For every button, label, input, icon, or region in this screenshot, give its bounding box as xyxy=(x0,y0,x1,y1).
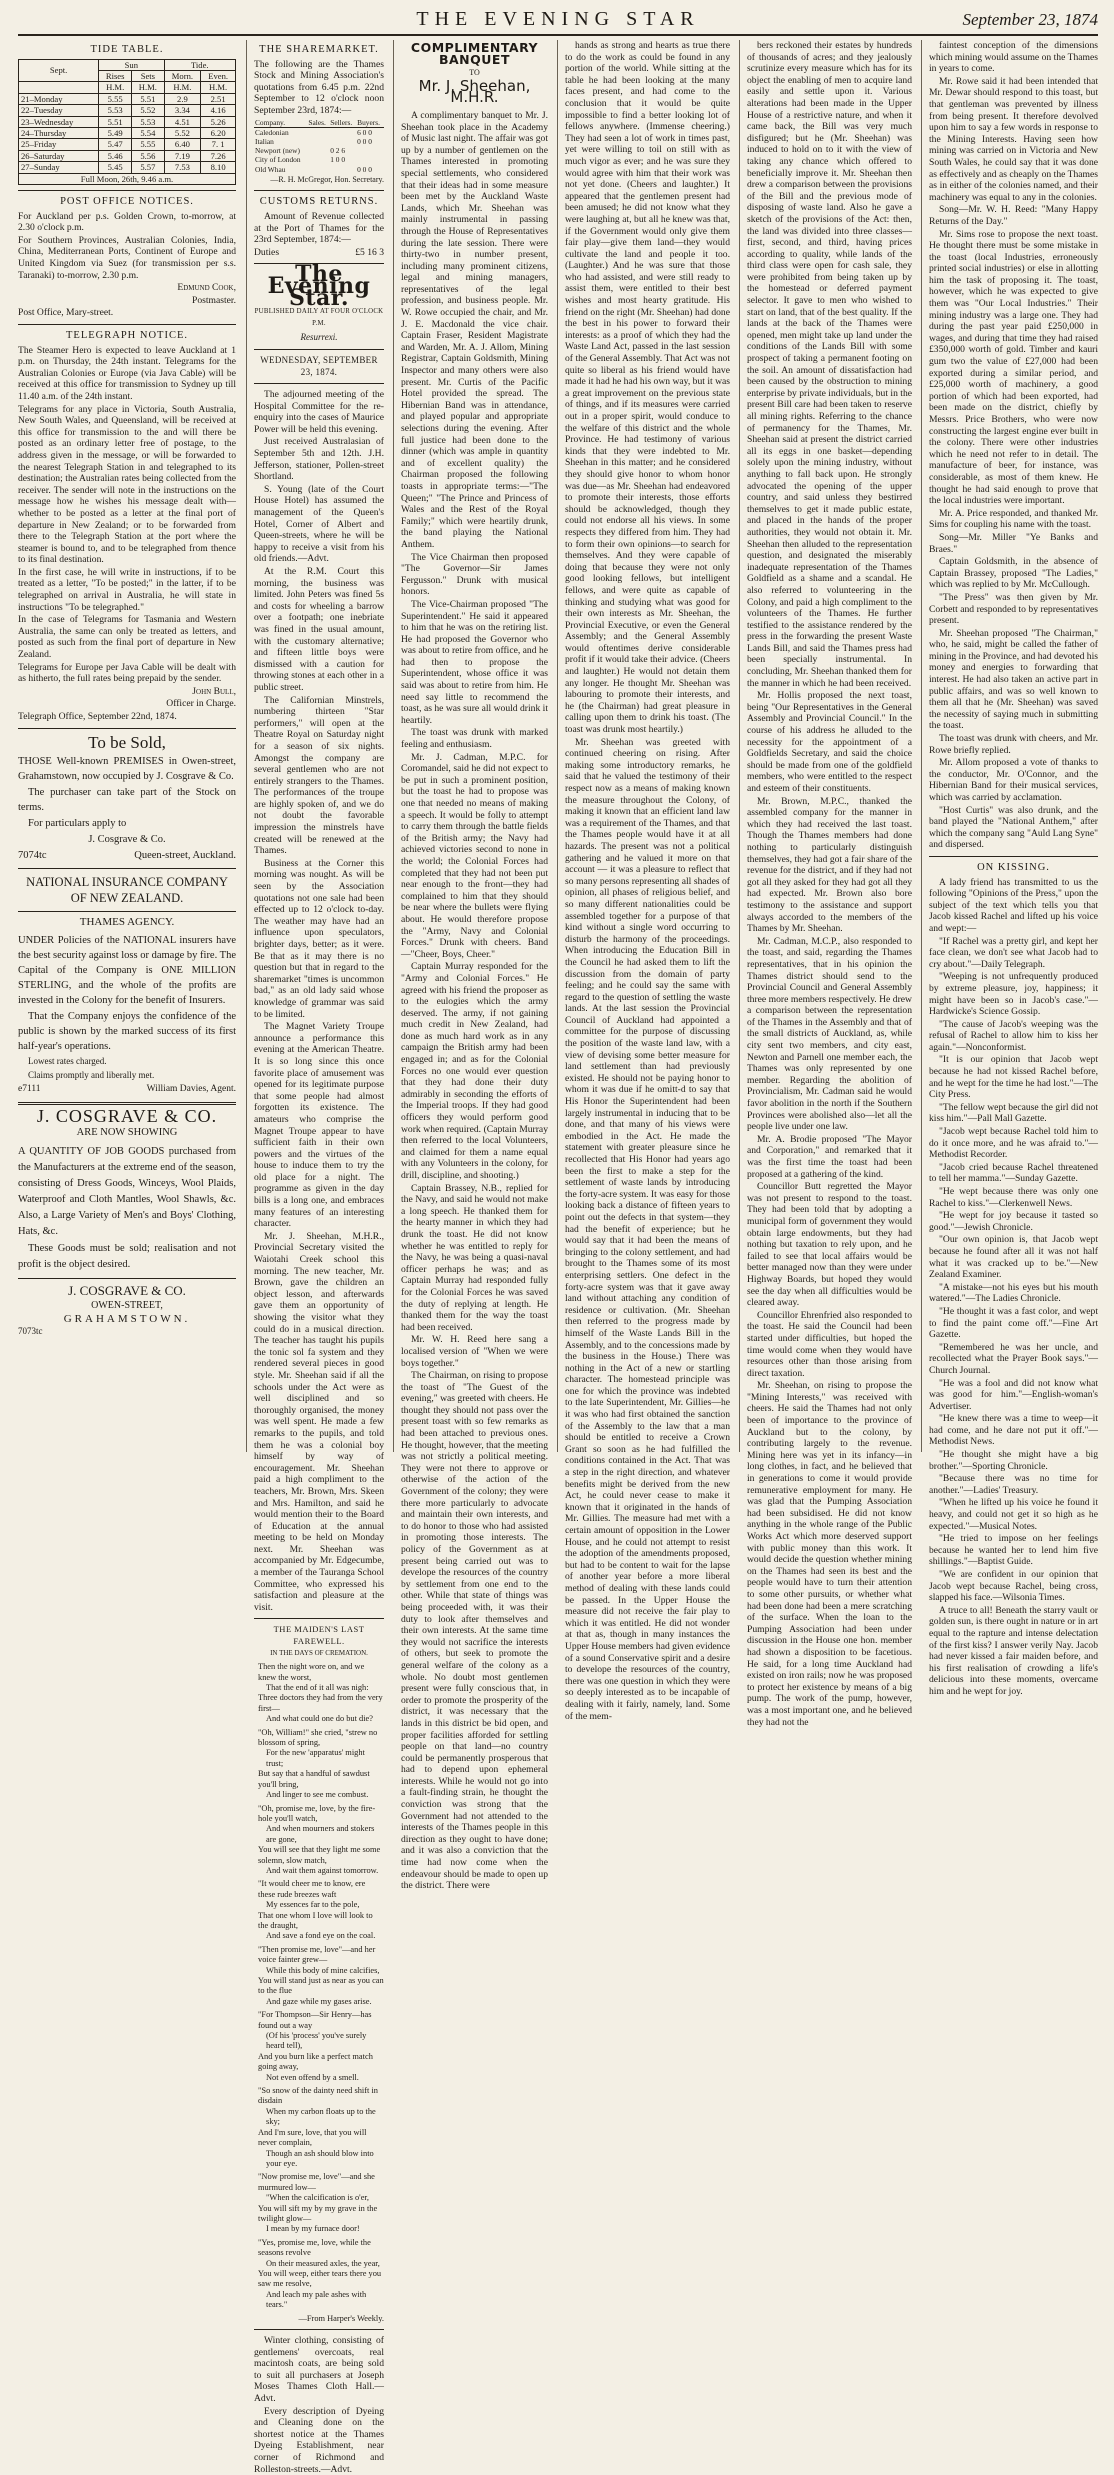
poem-line: Three doctors they had from the very first— xyxy=(258,1693,383,1713)
poem-line: And save a fond eye on the coal. xyxy=(266,1931,376,1941)
tide-cell: 5.55 xyxy=(99,93,132,104)
tide-cell: 8.10 xyxy=(201,162,236,173)
share-cell xyxy=(329,127,356,137)
tide-unit: H.M. xyxy=(201,82,236,93)
kissing-paragraph: "Our own opinion is, that Jacob wept because he found after all it was not half what it was cracked up to be."—New Zealand Examiner. xyxy=(929,1234,1098,1281)
tide-cell: 5.52 xyxy=(132,105,164,116)
post-notice: For Auckland per p.s. Golden Crown, to-morrow, at 2.30 o'clock p.m. xyxy=(18,210,236,234)
kissing-paragraph: "Weeping is not unfrequently produced by extreme pleasure, joy, happiness; it might have been so in Jacob's case."—Hardwicke's Science Gossip. xyxy=(929,971,1098,1018)
telegraph-officer-name: John Bull, xyxy=(192,685,236,697)
article-paragraph: Mr. Sheehan was greeted with continued cheering on rising. After making some introductory remarks, he said that he valued the testimony of their respect now as a means of making known the measure throughout the Colony, of making it known that an efficient land law was a requirement of the Thames, and that the Thames people would have it at all hazards. The present was not a political gathering and he valued it more on that account — it was a pleasure to reflect that so many persons representing all shades of opinion, all phases of religious belief, and so many different nationalities could be assembled together for a purpose of that kind without a single word occurring to disturb the harmony of the proceedings. When introducing the Education Bill in the Council he had asked them to lift the discussion from the domain of party feeling; and he could say the same with regard to the question of settling the waste lands. At the last session the Provincial Council of Auckland had appointed a committee for the purpose of discussing the position of the waste land law, with a view of devising some better measure for land settlement than had previously existed. He should not be paying honor to whom it was due if he omitt-d to say that His Honor the Superintendent had been largely instrumental in inducing that to be done, and that many of his views were embodied in the Act. He made the statement with greater pleasure since he recollected that His Honor had years ago been the first to make a step for the settlement of waste lands by introducing the forty-acre system. It was easy for those looking back a distance of fifteen years to point out the defects in that system—they had the benefit of experience; but he would say that it had been the means of bringing to the colony settlement, and had brought to the Thames some of its most enterprising settlers. One defect in the forty-acre system was that it gave away land without attaching any condition of residence or cultivation. (Mr. Sheehan then referred to the progress made by himself of the Waste Lands Bill in the Assembly, and to the concessions made by the business in the House.) There was nothing in the Act of a new or startling character. The homestead principle was one for which the province was indebted to the late Superintendent, Mr. Gillies—he it was who had first obtained the sanction of the Assembly to the law that a man should be entitled to receive a Crown Grant so soon as he had fulfilled the conditions contained in the Act. That was a step in the right direction, and whatever benefits might be derived from the new Act, he could never cease to make it known that it originated in the hands of Mr. Gillies. The measure had met with a certain amount of opposition in the Lower House, and he could not attempt to resist the adoption of the amendments proposed, but had to be content to wait for the lapse of another year before a more liberal method of dealing with these lands could be passed. In the Upper House the measure did not receive the fair play to which it was entitled. He did not wonder at that as, though in many instances the Upper House members had given evidence of a sound Conservative spirit and a desire to develope the resources of the country, there was one question in which they were so deeply interested as to be incapable of dealing with it fairly, namely, land. Some of the mem- xyxy=(565,736,730,1722)
tide-cell: 7. 1 xyxy=(201,139,236,150)
sold-ad-address: Queen-street, Auckland. xyxy=(134,850,236,862)
poem-line: Not even offend by a smell. xyxy=(266,2072,359,2082)
sold-ad-firm: J. Cosgrave & Co. xyxy=(88,834,166,846)
article-paragraph: The toast was drunk with marked feeling and enthusiasm. xyxy=(401,727,548,751)
postmaster-name: Edmund Cook, xyxy=(177,282,236,294)
tide-cell: 25–Friday xyxy=(19,139,99,150)
insurance-agent: William Davies, Agent. xyxy=(146,1083,236,1094)
poem-line: You will stand just as near as you can to the flue xyxy=(258,1976,384,1996)
article-paragraph: hands as strong and hearts as true there to do the work as could be found in any portion of the world. While sitting at the table he had been looking at the many faces present, and had come to the conclusion that it would be quite impossible to find a better looking lot of fellows anywhere. (Immense cheering.) They had seen a lot of work in times past, yet were willing to toil on still with as much vigor as ever; and he was sure they would agree with him that their work was not yet done. (Cheers and laughter.) It appeared that the gentlemen present had been amused; he did not know what they were laughing at, but all he knew was that, if the Government would only give them fair play—give them land—they would cultivate the land and people it too. (Laughter.) And he was sure that those who had assisted, and were still ready to assist them, were entitled to their best wishes and most hearty gratitude. His friend on the right (Mr. Sheehan) had done the best in his power to forward their interests: as a proof of which they had the Waste Land Act, passed in the last session of the General Assembly. That Act was not quite so liberal as his friend would have made it had he had his own way, but it was a great improvement on the previous state of things, and if its measures were carried out in a proper spirit, would conduce to the welfare of this district and the whole Province. He had testimony of various kinds that they were indebted to Mr. Sheehan in this matter; and he considered they should give honor to whom honor was due—as Mr. Sheehan had endeavored to promote their interests, those efforts should be acknowledged, though they could not endorse all his views. In some respects they differed from him. They had to form their own opinions—to search for themselves. And they were capable of doing that because they were not only good looking fellows, but intelligent fellows, and were quite as capable of thinking and studying what was good for their own interests as Mr. Sheehan, the Provincial Executive, or even the General Assembly; and the General Assembly would oftentimes derive considerable profit if it would take their advice. (Cheers and laughter.) He would not detain them any longer. He thought Mr. Sheehan was labouring to promote their interests, and he (the Chairman) had great pleasure in calling upon them to drink his toast. (The toast was drunk most heartily.) xyxy=(565,40,730,736)
tide-cell: 7.19 xyxy=(164,150,201,161)
kissing-paragraph: "He wept because there was only one Rachel to kiss."—Clerkenwell News. xyxy=(929,1186,1098,1209)
article-paragraph: Captain Murray responded for the "Army and Colonial Forces." He agreed with his friend the proposer as to the eulogies which the army deserved. The army, if not gaining much credit in New Zealand, had done as much hard work as in any campaign the British army had been engaged in; and as for the Colonial Forces no one would ever question that they had done their duty admirably in seconding the efforts of the Imperial troops. If they had good officers they would perform good work when required. (Captain Murray then referred to the local Volunteers, and claimed for them a name equal with any Volunteers in the colony, for drill, discipline, and shooting.) xyxy=(401,961,548,1181)
poem-line: You will sift my by my grave in the twilight glow— xyxy=(258,2203,378,2223)
share-cell: 6 0 0 xyxy=(357,127,372,137)
kissing-paragraph: "Jacob cried because Rachel threatened to tell her mamma."—Sunday Gazette. xyxy=(929,1161,1098,1185)
kissing-paragraph: "Remembered he was her uncle, and recollected what the Prayer Book says."—Church Journal. xyxy=(929,1341,1098,1376)
share-cell xyxy=(307,155,329,164)
tide-cell: 4.16 xyxy=(201,105,236,116)
article-paragraph: Mr. A. Brodie proposed "The Mayor and Corporation," and remarked that it was the first time the toast had been proposed at a gathering of the kind. xyxy=(747,1133,912,1180)
tide-row xyxy=(19,162,236,173)
banquet-title: COMPLIMENTARY BANQUET xyxy=(410,40,539,67)
insurance-text: That the Company enjoys the confidence of the public is shown by the marked success of its first half-year's operations. xyxy=(18,1010,236,1052)
poem-line: "When the calcification is o'er, xyxy=(266,2193,369,2203)
tide-row xyxy=(19,128,236,139)
kissing-paragraph: "We are confident in our opinion that Jacob wept because Rachel, being cross, slapped his face.—Wilsonia Times. xyxy=(929,1569,1098,1604)
poem-line: My essences far to the pole, xyxy=(266,1900,360,1910)
tide-unit: H.M. xyxy=(99,82,132,93)
page-date: September 23, 1874 xyxy=(962,10,1098,29)
sold-ad-text: THOSE Well-known PREMISES in Owen-street, Grahamstown, now occupied by J. Cosgrave & Co. xyxy=(18,756,236,783)
tide-unit: H.M. xyxy=(132,82,164,93)
insurance-agency: THAMES AGENCY. xyxy=(79,916,175,929)
insurance-footer xyxy=(18,1083,236,1096)
tide-table-title: TIDE TABLE. xyxy=(90,44,164,55)
paper-title: THE EVENING STAR xyxy=(416,8,700,30)
telegraph-notice: The Steamer Hero is expected to leave Auckland at 1 p.m. on Thursday, the 24th instant. Telegrams for the Australian Colonies or Europe (via Java Cable) will be received at this office for transmission to Sydney up till 11.40 a.m. of the 24th instant. xyxy=(18,344,236,402)
tide-cell: 6.40 xyxy=(164,139,201,150)
tide-cell: 4.51 xyxy=(164,116,201,127)
evening-star-masthead: The Evening Star. xyxy=(267,261,371,311)
tide-cell: 5.55 xyxy=(132,139,164,150)
kissing-paragraph: "It is our opinion that Jacob wept because he had not kissed Rachel before, and he wept for the time he had lost."—The City Press. xyxy=(929,1054,1098,1101)
masthead-motto: Resurrexi. xyxy=(300,332,338,343)
article-paragraph: Mr. Cadman, M.C.P., also responded to the toast, and said, regarding the Thames representatives, that in his opinion the Thames district should send to the Provincial Council and General Assembly three more members respectively. He drew a comparison between the representation of the Thames in the Assembly and that of the small districts of Auckland, as, while city sent two members, and city east, Newton and Parnell one member each, the Thames was only represented by one member. Regarding the abolition of Provincialism, Mr. Cadman said he would favor abolition in the north if the Southern Provinces were abolished also—let all the people live under one law. xyxy=(747,935,912,1133)
article-paragraph: The Vice Chairman then proposed "The Governor—Sir James Fergusson." Drunk with musical honors. xyxy=(401,551,548,598)
kissing-paragraph: "Because there was no time for another."—Ladies' Treasury. xyxy=(929,1473,1098,1496)
kissing-paragraph: "He tried to impose on her feelings because he wanted her to lend him five shillings."—Baptist Guide. xyxy=(929,1533,1098,1568)
kissing-article xyxy=(929,877,1098,1698)
banquet-to: TO xyxy=(469,68,480,78)
tide-cell: 5.51 xyxy=(99,116,132,127)
share-row xyxy=(254,127,384,137)
insurance-text: Lowest rates charged. xyxy=(28,1055,107,1066)
share-row xyxy=(254,155,384,164)
share-cell xyxy=(356,155,384,164)
article-paragraph: Mr. A. Price responded, and thanked Mr. Sims for coupling his name with the toast. xyxy=(929,507,1098,531)
post-office-place: Post Office, Mary-street. xyxy=(18,307,114,319)
share-cell xyxy=(307,137,329,146)
share-cell: Old Whau xyxy=(255,164,286,174)
tide-cell: 2.9 xyxy=(164,93,201,104)
post-office-title: POST OFFICE NOTICES. xyxy=(60,196,194,208)
kissing-title: ON KISSING. xyxy=(977,861,1050,873)
tide-head-month: Sept. xyxy=(19,59,99,82)
tide-cell: 6.20 xyxy=(201,128,236,139)
tide-cell: 5.52 xyxy=(164,128,201,139)
kissing-paragraph: A truce to all! Beneath the starry vault or golden sun, is there ought in nature or in art equal to the rapture and intense delectation of the first kiss? I answer verily Nay. Jacob had never kissed a fair maiden before, and his first realisation of crowding a life's delicious into these moments, overcame him and he wept for joy. xyxy=(929,1604,1098,1697)
kissing-paragraph: "He thought she might have a big brother."—Sporting Chronicle. xyxy=(929,1449,1098,1472)
tide-cell: 5.56 xyxy=(132,150,164,161)
poem-line: When my carbon floats up to the sky; xyxy=(266,2106,376,2127)
tide-cell: 5.53 xyxy=(132,116,164,127)
telegraph-place: Telegraph Office, September 22nd, 1874. xyxy=(18,711,177,722)
news-item: At the R.M. Court this morning, the business was limited. John Peters was fined 5s and costs for wheeling a barrow over a footpath; one inebriate was fined in the usual amount, with the customary alternative; and fifteen little boys were dismissed with a caution for throwing stones at each other in a public street. xyxy=(254,566,384,693)
cosgrave-title: J. COSGRAVE & CO. xyxy=(36,1105,218,1126)
customs-text: Amount of Revenue collected at the Port of Thames for the 23rd September, 1874:— xyxy=(254,210,384,246)
news-item: The Californian Minstrels, numbering thirteen "Star performers," will open at the Theatre Royal on Saturday night for a season of six nights. Amongst the company are several gentlemen who are not entirely strangers to the Thames. The performances of the troupe are highly spoken of, and we do not doubt the favorable impression the minstrels have created will be renewed at the Thames. xyxy=(254,694,384,857)
sharemarket-table xyxy=(254,118,384,174)
tide-cell: 7.53 xyxy=(164,162,201,173)
kissing-paragraph: "He thought it was a fast color, and wept to find the paint come off."—Fine Art Gazette. xyxy=(929,1305,1098,1341)
telegraph-notice: Telegrams for any place in Victoria, South Australia, New South Wales, and Queensland, will be received at this office for transmission to the and will there be posted as an ordinary letter free of postage, to the address given in the message, or will be forwarded to the nearest Telegraph Station in and telegraphed to its destination; the Australian rates being collected from the receiver. The sender will note in the instructions on the message how he wishes his message dealt with—whether to be posted as a letter at the final port of departure in New Zealand; or to be forwarded from there to the Telegraph Station at the port where the steamer is bound to, and to be telegraphed from thence to its final destination. xyxy=(18,403,236,566)
banquet-article-cont-2 xyxy=(747,40,912,1728)
share-cell: Italian xyxy=(255,136,274,146)
article-paragraph: "The Press" was then given by Mr. Corbett and responded to by representatives present. xyxy=(929,591,1098,627)
banquet-article-end xyxy=(929,40,1098,851)
share-cell xyxy=(307,146,329,155)
tide-cell: 3.34 xyxy=(164,105,201,116)
cosgrave-text: A QUANTITY OF JOB GOODS purchased from the Manufacturers at the extreme end of the season, consisting of Dress Goods, Winceys, Wool Plaids, Waterproof and Cloth Mantles, Wool Shawls, &c. Also, a Large Variety of Men's and Boys' Clothing, Hats, &c. xyxy=(18,1145,236,1237)
kissing-paragraph: "Jacob wept because Rachel told him to do it once more, and he was afraid to."—Methodist Recorder. xyxy=(929,1126,1098,1161)
poem-line: On their measured axles, the year, xyxy=(266,2258,380,2268)
postmaster-title: Postmaster. xyxy=(192,294,236,306)
poem-line: And wait them against tomorrow. xyxy=(266,1865,379,1875)
sold-ad-text: For particulars apply to xyxy=(28,818,127,830)
cosgrave-text: These Goods must be sold; realisation and not profit is the object desired. xyxy=(18,1242,236,1270)
insurance-title: NATIONAL INSURANCE COMPANY OF NEW ZEALAND. xyxy=(26,875,228,906)
share-head: Company. xyxy=(254,118,307,128)
share-cell xyxy=(307,127,329,137)
article-paragraph: Song—Mr. W. H. Reed: "Many Happy Returns of the Day." xyxy=(929,204,1098,227)
share-cell xyxy=(329,137,356,146)
tide-row xyxy=(19,150,236,161)
banquet-article xyxy=(401,110,548,1892)
tide-head-rises: Rises xyxy=(99,71,132,82)
kissing-paragraph: "A mistake—not his eyes but his mouth watered."—The Ladies Chronicle. xyxy=(929,1281,1098,1305)
tide-cell: 5.54 xyxy=(132,128,164,139)
tide-footer: Full Moon, 26th, 9.46 a.m. xyxy=(19,173,236,184)
tide-cell: 5.26 xyxy=(201,116,236,127)
poem-subtitle: IN THE DAYS OF CREMATION. xyxy=(270,1648,368,1657)
ad-item: Every description of Dyeing and Cleaning done on the shortest notice at the Thames Dyeing Establishment, near corner of Richmond and Rolleston-streets.—Advt. xyxy=(254,2405,384,2475)
poem-line: And leach my pale ashes with tears." xyxy=(266,2289,367,2310)
share-head: Sales. xyxy=(307,118,329,128)
tide-table xyxy=(18,59,236,185)
tide-cell: 2.51 xyxy=(201,93,236,104)
poem-line: And I'm sure, love, that you will never complain, xyxy=(258,2127,367,2148)
tide-cell: 27–Sunday xyxy=(19,162,99,173)
article-paragraph: Mr. Allom proposed a vote of thanks to the conductor, Mr. O'Connor, and the Hibernian Band for their musical services, which was carried by acclamation. xyxy=(929,757,1098,803)
tide-cell: 24–Thursday xyxy=(19,128,99,139)
article-paragraph: A complimentary banquet to Mr. J. Sheehan took place in the Academy of Music last night. The affair was got up by a number of gentlemen on the Thames interested in promoting special settlements, who considered that their ideas had in some measure been met by the Auckland Waste Lands, which Mr. Sheehan was mainly instrumental in passing through the House of Representatives during the late session. There were thirty-two in number present, including many prominent citizens, legal and mining managers, representatives of the legal profession, and business people. Mr. W. Rowe occupied the chair, and Mr. J. E. Macdonald the vice chair. Captain Fraser, Resident Magistrate and Warden, Mr. A. J. Allom, Mining Registrar, Captain Goldsmith, Mining Inspector and many others were also present. Mr. Curtis of the Pacific Hotel provided the spread. The Hibernian Band was in attendance, and played popular and appropriate selections during the evening. After full justice had been done to the dinner (which was ample in quantity and of excellent quality) the Chairman proposed the following toasts in appropriate terms:—"The Queen;" "The Prince and Princess of Wales and the Rest of the Royal Family;" which were heartily drunk, the band playing the National Anthem. xyxy=(401,109,548,550)
tide-row xyxy=(19,105,236,116)
customs-duties xyxy=(254,247,384,259)
tide-unit xyxy=(19,82,99,93)
article-paragraph: Mr. Rowe said it had been intended that Mr. Dewar should respond to this toast, but that gentleman was prevented by illness from being present. It therefore devolved upon him to say a few words in response to the Mining Interests. Having seen how mining was carried on in Victoria and New South Wales, he could say that it was done as effectively and as cheaply on the Thames as in either of the colonies named, and their machinery was equal to any in the colonies. xyxy=(929,75,1098,203)
share-cell: Caledonian xyxy=(255,127,289,137)
article-paragraph: bers reckoned their estates by hundreds of thousands of acres; and they jealously scrutinize every measure which has for its object the enabling of men to acquire land easily and settle upon it. Various alterations had been made in the Upper House of a restrictive nature, and when it came back, the Bill was very much disfigured; but he (Mr. Sheehan) was induced to hold on to it with the view of taking any chance which offered to beneficially improve it. Mr. Sheehan then drew a comparison between the provisions of the Bill and the previous mode of disposing of waste land. Also he gave a sketch of the provisions of the Act: then, the land was divided into three classes—first, second, and third, having prices according to quality, while lands of the third class were open for cash sale, they were prohibited from being taken up by the homestead or deferred payment selector. It gave to men who wished to start on land, that of the best quality. If the lands at the back of the Thames were opened, men might take up land under the conditions of the Lands Bill with some prospect of taking a permanent footing on the soil. An amount of dissatisfaction had been caused by the obstruction to mining enterprise by private individuals, but in the present Bill care had been taken to reserve all mining rights. Referring to the chance of permanency for the Thames, Mr. Sheehan said at present the district carried all its eggs in one basket—depending solely upon the mining industry, without anything to fall back upon. He strongly advocated the opening of the upper country, and said unless they bestirred themselves to get it made public estate, and placed in the hands of the proper authorities, they would not obtain it. Mr. Sheehan then alluded to the representation question, and designated the miserably inadequate representation of the Thames Goldfield as a shame and a scandal. He also referred to volunteering in the Colony, and paid a high compliment to the volunteers of the Thames. He further testified to the assistance rendered by the press in the forwarding the present Waste Lands Bill, and said the Thames press had been specially instrumental. In concluding, Mr. Sheehan thanked them for the manner in which he had been received. xyxy=(747,40,912,689)
news-item: S. Young (late of the Court House Hotel) has assumed the management of the Queen's Hotel, Corner of Albert and Queen-streets, where he will be happy to receive a visit from his old friends.—Advt. xyxy=(254,483,384,565)
news-item: Just received Australasian of September 5th and 12th. J.H. Jefferson, stationer, Pollen-street Shortland. xyxy=(254,436,384,483)
kissing-paragraph: A lady friend has transmitted to us the following "Opinions of the Press," upon the subject of the text which tells you that Jacob kissed Rachel and lifted up his voice and wept:— xyxy=(929,876,1098,934)
article-paragraph: Song—Mr. Miller "Ye Banks and Braes." xyxy=(929,531,1098,555)
kissing-paragraph: "The fellow wept because the girl did not kiss him."—Pall Mall Gazette. xyxy=(929,1101,1098,1125)
insurance-ref: e7111 xyxy=(18,1083,41,1094)
article-paragraph: Mr. J. Cadman, M.P.C. for Coromandel, said he did not expect to be put in such a prominent position, but the toast he had to propose was one that needed no means of making a speech. It would be folly to attempt to carry them through the battle fields of the British army; the Navy had achieved victories second to none in the world; the Colonial Forces had completed that they had not been put near enough to the front—they had complained to him that they should be near where the bullets were flying about. He would therefore propose the "Army, Navy and Colonial Forces." Drunk with cheers. Band—"Cheer, Boys, Cheer." xyxy=(401,751,548,960)
poem-body xyxy=(254,1662,384,2324)
poem-source: —From Harper's Weekly. xyxy=(298,2313,384,2323)
article-paragraph: The Vice-Chairman proposed "The Superintendent." He said it appeared to him that he was on the retiring list. He had proposed the Governor who was about to retire from office, and he had then to propose the Superintendent, whose office it was said was about to retire from him. He need say little to recommend the toast, as he was sure all would drink it heartily. xyxy=(401,598,548,726)
ad-item: Winter clothing, consisting of gentlemens' overcoats, real macintosh coats, are being sold to suit all purchasers at Joseph Moses Thames Cloth Hall.—Advt. xyxy=(254,2335,384,2404)
telegraph-notice: Telegrams for Europe per Java Cable will be dealt with as hitherto, the full rates being prepaid by the sender. xyxy=(18,661,236,685)
share-row xyxy=(254,165,384,174)
share-cell: Newport (new) xyxy=(255,146,300,156)
kissing-paragraph: "He was a fool and did not know what was good for him."—English-woman's Advertiser. xyxy=(929,1377,1098,1412)
poem-line: And when mourners and stokers are gone, xyxy=(266,1824,375,1844)
article-paragraph: Mr. W. H. Reed here sang a localised version of "When we were boys together." xyxy=(401,1334,548,1369)
sold-ad-ref: 7074tc xyxy=(18,850,47,862)
tide-cell: 5.51 xyxy=(132,93,164,104)
poem-line: "For Thompson—Sir Henry—has found out a way xyxy=(258,2010,372,2030)
tide-rows xyxy=(19,93,236,173)
poem-line: "Yes, promise me, love, while the seasons revolve xyxy=(258,2237,371,2258)
tide-head-sun: Sun xyxy=(99,59,164,70)
telegraph-title: TELEGRAPH NOTICE. xyxy=(66,330,188,341)
share-rows xyxy=(254,127,384,174)
article-paragraph: Mr. Sheehan proposed "The Chairman," who, he said, might be called the father of mining in the Province, and had devoted his money and energies to forwarding that interest. He had also taken an active part in public affairs, and was so well known to them all that he (Mr. Sheehan) was saved the necessity of saying much in submitting the toast. xyxy=(929,627,1098,732)
column-3 xyxy=(393,40,555,1892)
poem-line: "So snow of the dainty need shift in disdain xyxy=(258,2086,378,2106)
column-6 xyxy=(921,40,1098,1697)
banquet-guest: Mr. J. Sheehan, M.H.R. xyxy=(418,76,531,107)
share-head: Sellers. xyxy=(329,118,356,128)
article-paragraph: "Host Curtis" was also drunk, and the band played the "National Anthem," after which the company sang "Auld Lang Syne" and dispersed. xyxy=(929,804,1098,851)
tide-cell: 21–Monday xyxy=(19,93,99,104)
insurance-text: UNDER Policies of the NATIONAL insurers have the best security against loss or damage by fire. The Capital of the Company is ONE MILLION STERLING, and the whole of the profits are invested in the Colony for the benefit of Insurers. xyxy=(18,934,236,1006)
customs-title: CUSTOMS RETURNS. xyxy=(259,196,379,208)
article-paragraph: The toast was drunk with cheers, and Mr. Rowe briefly replied. xyxy=(929,733,1098,756)
classified-ads xyxy=(254,2335,384,2475)
poem-line: "Then promise me, love"—and her voice fainter grew— xyxy=(258,1944,376,1965)
tide-cell: 26–Saturday xyxy=(19,150,99,161)
poem-line: Though an ash should blow into your eye. xyxy=(266,2148,374,2168)
poem-line: I mean by my furnace door! xyxy=(266,2224,360,2234)
article-paragraph: Mr. Brown, M.P.C., thanked the assembled company for the manner in which they had received the last toast. Though the Thames members had done nothing to particularly distinguish themselves, they had got a fair share of the revenue for the district, and if they had not got all they asked for they had got all they had expected. Mr. Brown also bore testimony to the assistance and support always accorded to the members of the Thames by Mr. Sheehan. xyxy=(747,795,912,935)
tide-head-sets: Sets xyxy=(132,71,164,82)
poem-line: (Of his 'process' you've surely heard tell), xyxy=(266,2031,367,2051)
tide-cell: 5.53 xyxy=(99,105,132,116)
news-item: Mr. J. Sheehan, M.H.R., Provincial Secretary visited the Waiotahi Creek school this morning. The new teacher, Mr. Brown, gave the children an object lesson, and afterwards gave them an opportunity of showing the visitor what they could do in a musical direction. The teacher has taught his pupils the tonic sol fa system and they rendered several pieces in good style. Mr. Sheehan said if all the schools under the Act were as well disciplined and so thoroughly organised, the money was well spent. He made a few remarks to the pupils, and told them he was a colonial boy himself by way of encouragement. Mr. Sheehan paid a high compliment to the teachers, Mr. Brown, Mrs. Skeen and Mrs. Hamilton, and said he would mention their to the Board of Education at the annual meeting to be held on Monday next. Mr. Sheehan was accompanied by Mr. Edgecumbe, a member of the Tauranga School Committee, who expressed his satisfaction and pleasure at the visit. xyxy=(254,1230,384,1613)
tide-cell: 5.47 xyxy=(99,139,132,150)
poem-line: And gaze while my gases arise. xyxy=(266,1996,372,2006)
news-item: Business at the Corner this morning was nought. As will be seen by the Association quotations not one sale had been effected up to 12 o'clock to-day. The weather may have had an influence upon speculators, brighter days, better; as it were. Be that as it may there is no question but that in regard to the sharemarket "times is uncommon bad," as an old lady said whose knowledge of grammar was said to be limited. xyxy=(254,857,384,1020)
column-4 xyxy=(557,40,737,1722)
poem-line: And what could one do but die? xyxy=(266,1714,373,1724)
poem-line: You will weep, either tears there you saw me resolve, xyxy=(258,2268,382,2289)
tide-head-tide: Tide. xyxy=(164,59,235,70)
share-row xyxy=(254,137,384,146)
article-paragraph: Councillor Ehrenfried also responded to the toast. He said the Council had been started under difficulties, but hoped the time would come when they would have resources other than those arising from direct taxation. xyxy=(747,1309,912,1379)
share-cell xyxy=(307,165,329,174)
insurance-text: Claims promptly and liberally met. xyxy=(28,1069,155,1080)
kissing-paragraph: "If Rachel was a pretty girl, and kept her face clean, we don't see what Jacob had to cry about."—Daily Telegraph. xyxy=(929,935,1098,970)
tide-row xyxy=(19,116,236,127)
article-paragraph: Captain Brassey, N.B., replied for the Navy, and said he would not make a long speech. He thanked them for the hearty manner in which they had drunk the toast. He did not know whether he was entitled to reply for the Navy, he was being a quasi-naval officer perhaps he was; and as Captain Murray had responded fully for the Colonial Forces he was saved the duty of replying at length. He thanked them for the way the toast had been received. xyxy=(401,1182,548,1333)
cosgrave-street: OWEN-STREET, xyxy=(91,1299,163,1311)
poem-line: That one whom I love will look to the draught, xyxy=(258,1910,373,1930)
running-header xyxy=(18,6,1098,36)
share-cell xyxy=(329,165,356,174)
news-item: The adjourned meeting of the Hospital Committee for the re-enquiry into the cases of Maurice Power will be held this evening. xyxy=(254,389,384,435)
share-cell: 1 0 0 xyxy=(330,155,346,165)
column-1 xyxy=(18,40,244,1452)
share-cell: 0 0 0 xyxy=(357,164,372,174)
poem-line: That the end of it all was nigh: xyxy=(266,1683,369,1693)
poem-line: You will see that they light me some solemn, slow match, xyxy=(258,1845,381,1865)
telegraph-notice: In the case of Telegrams for Tasmania and Western Australia, the same can only be treated as letters, and posted as such from the final port of departure in New Zealand. xyxy=(18,614,236,661)
article-paragraph: Mr. Hollis proposed the next toast, being "Our Representatives in the General Assembly and Provincial Council." In the course of his address he alluded to the necessity for the appointment of a Goldfields Secretary, and said the choice should be made from one of the goldfield members, who were entitled to the respect and esteem of their constituents. xyxy=(747,690,912,794)
poem-line: And linger to see me combust. xyxy=(266,1790,369,1800)
cosgrave-ref: 7073tc xyxy=(18,1325,43,1336)
tide-cell: 23–Wednesday xyxy=(19,116,99,127)
tide-row xyxy=(19,93,236,104)
article-paragraph: Captain Goldsmith, in the absence of Captain Brassey, proposed "The Ladies," which was replied to by Mr. McCullough. xyxy=(929,556,1098,591)
telegraph-notice: In the first case, he will write in instructions, if to be treated as a letter, "To be posted;" in the latter, if to be telegraphed on arrival in Australia, he will state in instructions "To be telegraphed." xyxy=(18,566,236,613)
poem-line: "Oh, promise me, love, by the fire-hole you'll watch, xyxy=(258,1803,376,1823)
poem-title: THE MAIDEN'S LAST FAREWELL. xyxy=(273,1624,365,1647)
share-cell: City of London xyxy=(255,155,301,165)
kissing-paragraph: "When he lifted up his voice he found it heavy, and could not get it so high as he expected."—Musical Notes. xyxy=(929,1497,1098,1532)
kissing-paragraph: "He knew there was a time to weep—it had come, and he dare not put it off."—Methodist News. xyxy=(929,1413,1098,1448)
share-row xyxy=(254,146,384,155)
article-paragraph: Mr. Sims rose to propose the next toast. He thought there must be some mistake in the toast (local Industries, erroneously printed social industries) or else in allotting him the task of proposing it. The toast, however, which he was expected to give them was "Our Local Industries." Their mining industry was a large one. They had during the past year paid £250,000 in wages, and during that time they had raised £350,000 worth of gold. Timber and kauri gum two the value of £27,000 had been exported during a similar period, and £25,000 worth of machinery, a good portion of which had been exported, had been made on the district, chiefly by Messrs. Price Brothers, who were now constructing the largest engine ever built in the colony. There were other industries which he need not refer to in detail. The manufacture of beer, for instance, was considerable, as most of them knew. He thought he had said enough to prove that the local industries were important. xyxy=(929,228,1098,507)
poem-line: "It would cheer me to know, ere these rude breezes waft xyxy=(258,1879,366,1899)
tide-cell: 5.45 xyxy=(99,162,132,173)
kissing-paragraph: "The cause of Jacob's weeping was the refusal of Rachel to allow him to kiss her again."—Nonconformist. xyxy=(929,1018,1098,1053)
article-paragraph: The Chairman, on rising to propose the toast of "The Guest of the evening," was greeted with cheers. He thought they should not pass over the present toast with so few remarks as had been attached to previous ones. He thought, however, that the meeting was not strictly a political meeting. They were not there to approve or otherwise of the action of the Government of the colony; they were there more particularly to advocate and maintain their own interests, and to do honor to those who had assisted in promoting those interests. The policy of the Government as at present being carried out was to develope the resources of the country by settlement from one end to the other. While that state of things was being proceeded with, it was their duty to look after themselves and their own interests. At the same time they would not sacrifice the interests of others, but seek to promote the general welfare of the colony as a whole. No doubt most gentlemen present were fully conscious that, in order to promote the prosperity of the district, it was necessary that the lands in this district be bid open, and proper facilities afforded for settling people on that land—no country could be permanently prosperous that had to depend upon ephemeral interests. While he would not go into a fault-finding strain, he thought the conviction was strong that the Government had not attended to the interests of the Thames people in this direction as they ought to have done; and it was also a conviction that the time had now come when the endeavour should be made to open up the district. There were xyxy=(401,1370,548,1892)
poem-line: Then the night wore on, and we knew the worst, xyxy=(258,1662,365,1682)
tide-row xyxy=(19,139,236,150)
local-news xyxy=(254,389,384,1613)
column-5 xyxy=(739,40,919,1728)
article-paragraph: faintest conception of the dimensions which mining would assume on the Thames in years to come. xyxy=(929,40,1098,75)
sharemarket-title: THE SHAREMARKET. xyxy=(259,44,379,55)
tide-cell: 22–Tuesday xyxy=(19,105,99,116)
post-notice: For Southern Provinces, Australian Colonies, India, China, Mediterranean Ports, Continent of Europe and United Kingdom via Suez (for transmission per s.s. Taranaki) to-morrow, 2.30 p.m. xyxy=(18,234,236,281)
article-paragraph: Councillor Butt regretted the Mayor was not present to respond to the toast. They had been told that by adopting a municipal form of government they would obtain large endowments, but they had nothing but taxation to rely upon, and he failed to see that local affairs would be better managed now than they were under Highway Boards, but hoped they would see the day when all difficulties would be cleared away. xyxy=(747,1181,912,1309)
tide-cell: 5.49 xyxy=(99,128,132,139)
share-cell: 0 2 6 xyxy=(330,146,346,156)
share-cell: 0 0 0 xyxy=(357,136,372,146)
cosgrave-firm: J. COSGRAVE & CO. xyxy=(68,1282,186,1298)
tide-cell: 5.57 xyxy=(132,162,164,173)
poem-line: While this body of mine calcifies, xyxy=(266,1965,380,1975)
news-item: The Magnet Variety Troupe announce a performance this evening at the American Theatre. It is so long since this once favorite place of amusement was opened for its legitimate purpose that some people had almost forgotten its existence. The amateurs who comprise the Magnet Troupe appear to have sufficient faith in their own powers and the virtues of the house to induce them to try the old place for a night. The programme as given in the day bills is a long one, and embraces many features of an interesting character. xyxy=(254,1021,384,1230)
poem-line: "Now promise me, love"—and she murmured low— xyxy=(258,2172,375,2192)
sold-ad-text: The purchaser can take part of the Stock on terms. xyxy=(18,787,236,814)
poem-line: And you burn like a perfect match going away, xyxy=(258,2051,373,2072)
kissing-paragraph: "He wept for joy because it tasted so good."—Jewish Chronicle. xyxy=(929,1210,1098,1233)
share-cell xyxy=(356,146,384,155)
dateline: WEDNESDAY, SEPTEMBER 23, 1874. xyxy=(260,354,378,377)
sharemarket-signature: —R. H. McGregor, Hon. Secretary. xyxy=(270,174,384,184)
tide-cell: 7.26 xyxy=(201,150,236,161)
masthead-tagline: PUBLISHED DAILY AT FOUR O'CLOCK P.M. xyxy=(254,308,384,327)
poem-line: For the new 'apparatus' might trust; xyxy=(266,1748,365,1768)
poem-line: But say that a handful of sawdust you'll bring, xyxy=(258,1769,370,1789)
share-head: Buyers. xyxy=(356,118,384,128)
poem-line: "Oh, William!" she cried, "strew no blossom of spring, xyxy=(258,1727,378,1748)
tide-head-morn: Morn. xyxy=(164,71,201,82)
sold-ad-footer xyxy=(18,848,236,863)
banquet-article-cont xyxy=(565,40,730,1722)
sharemarket-intro: The following are the Thames Stock and Mining Association's quotations from 6.45 p.m. 22nd September to 12 o'clock noon September 23rd, 1874:— xyxy=(254,58,384,116)
to-be-sold-title: To be Sold, xyxy=(88,732,166,752)
duties-label: Duties xyxy=(254,246,280,258)
cosgrave-town: GRAHAMSTOWN. xyxy=(63,1313,191,1326)
tide-unit: H.M. xyxy=(164,82,201,93)
column-2 xyxy=(246,40,391,2475)
telegraph-officer-title: Officer in Charge. xyxy=(166,698,236,710)
cosgrave-sub: ARE NOW SHOWING xyxy=(76,1127,178,1139)
tide-head-even: Even. xyxy=(201,71,236,82)
duties-value: £5 16 3 xyxy=(355,246,384,258)
article-paragraph: Mr. Sheehan, on rising to propose the "Mining Interests," was received with cheers. He said the Thames had not only been of importance to the province of Auckland but to the colony, by contributing largely to the revenue. Mining here was yet in its infancy—in long clothes, in fact, and he believed that in generations to come it would provide remunerative employment for many. He was glad that the Pumping Association had been subsidised. He did not know anything in the whole range of the Public Works Act which more deserved support with public money than this work. It would decide the question whether mining on the Thames had seen its best and the people would have to turn their attention to some other pursuits, or whether what had been done had been a mere scratching of the surface. When the loan to the Pumping Association had been under discussion in the House one hon. member had shown a disposition to be facetious. He said, for a long time Auckland had existed on iron rails; now he was proposed to protect her existence by means of a big pump. The work of the pump, however, was a most important one, and he believed they had not the xyxy=(747,1380,912,1728)
tide-cell: 5.46 xyxy=(99,150,132,161)
